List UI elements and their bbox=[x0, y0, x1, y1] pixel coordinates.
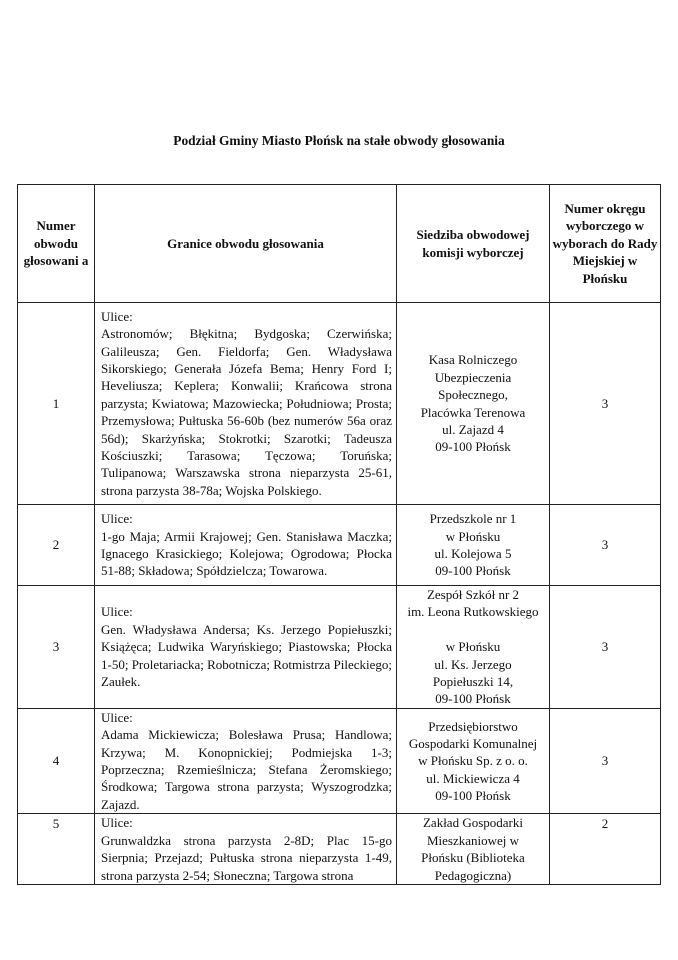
table-row bbox=[18, 586, 661, 709]
commission-seat: Przedszkole nr 1 w Płońsku ul. Kolejowa 5 09-100 Płońsk bbox=[397, 505, 550, 586]
table-row bbox=[18, 708, 661, 813]
streets-text: Adama Mickiewicza; Bolesława Prusa; Handlowa; Krzywa; M. Konopnickiej; Podmiejska 1-3; Poprzeczna; Rzemieślnicza; Stefana Żeromskiego; Środkowa; Targowa strona parzysta; Wyszogrodzka; Zajazd. bbox=[101, 727, 392, 812]
streets-label: Ulice: bbox=[101, 815, 133, 831]
header-district: Numer okręgu wyborczego w wyborach do Rady Miejskiej w Płońsku bbox=[550, 185, 661, 303]
streets-label: Ulice: bbox=[101, 308, 133, 324]
commission-seat: Przedsiębiorstwo Gospodarki Komunalnej w Płońsku Sp. z o. o. ul. Mickiewicza 4 09-100 Płońsk bbox=[397, 708, 550, 813]
streets-text: Grunwaldzka strona parzysta 2-8D; Plac 15-go Sierpnia; Przejazd; Pułtuska strona nieparzysta 1-49, strona parzysta 2-54; Słoneczna; Targowa strona bbox=[101, 832, 392, 883]
table-row bbox=[18, 814, 661, 885]
electoral-district: 3 bbox=[550, 505, 661, 586]
table-header-row bbox=[18, 185, 661, 303]
street-list bbox=[95, 303, 397, 505]
voting-districts-table bbox=[17, 184, 661, 885]
header-seat: Siedziba obwodowej komisji wyborczej bbox=[397, 185, 550, 303]
header-number: Numer obwodu głosowani a bbox=[18, 185, 95, 303]
streets-text: Astronomów; Błękitna; Bydgoska; Czerwińska; Galileusza; Gen. Fieldorfa; Gen. Władysława Sikorskiego; Generała Józefa Bema; Henry Ford I; Heveliusza; Keplera; Konwalii; Krańcowa strona parzysta; Kwiatowa; Mazowiecka; Południowa; Prosta; Przemysłowa; Pułtuska 56-60b (bez numerów 56a oraz 56d); Skarżyńska; Stokrotki; Szarotki; Tadeusza Kościuszki; Tarasowa; Tęczowa; Toruńska; Tulipanowa; Warszawska strona nieparzysta 25-61, strona parzysta 38-78a; Wojska Polskiego. bbox=[101, 326, 392, 498]
district-number: 3 bbox=[18, 586, 95, 709]
commission-seat: Zakład Gospodarki Mieszkaniowej w Płońsku (Biblioteka Pedagogiczna) bbox=[397, 814, 550, 885]
streets-label: Ulice: bbox=[101, 709, 133, 725]
district-number: 4 bbox=[18, 708, 95, 813]
commission-seat: Kasa Rolniczego Ubezpieczenia Społecznego, Placówka Terenowa ul. Zajazd 4 09-100 Płońsk bbox=[397, 303, 550, 505]
streets-label: Ulice: bbox=[101, 511, 133, 527]
streets-text: Gen. Władysława Andersa; Ks. Jerzego Popiełuszki; Książęca; Ludwika Waryńskiego; Piastowska; Płocka 1-50; Proletariacka; Robotnicza; Rotmistrza Pileckiego; Zaułek. bbox=[101, 621, 392, 690]
electoral-district: 3 bbox=[550, 708, 661, 813]
streets-text: 1-go Maja; Armii Krajowej; Gen. Stanisława Maczka; Ignacego Krasickiego; Kolejowa; Ogrodowa; Płocka 51-88; Składowa; Spółdzielcza; Towarowa. bbox=[101, 528, 392, 579]
document-title: Podział Gminy Miasto Płońsk na stałe obwody głosowania bbox=[173, 133, 505, 148]
header-boundaries: Granice obwodu głosowania bbox=[95, 185, 397, 303]
electoral-district: 3 bbox=[550, 303, 661, 505]
street-list bbox=[95, 586, 397, 709]
district-number: 1 bbox=[18, 303, 95, 505]
electoral-district: 2 bbox=[550, 814, 661, 885]
street-list bbox=[95, 505, 397, 586]
street-list bbox=[95, 814, 397, 885]
table-row bbox=[18, 303, 661, 505]
streets-label: Ulice: bbox=[101, 604, 133, 620]
district-number: 5 bbox=[18, 814, 95, 885]
electoral-district: 3 bbox=[550, 586, 661, 709]
street-list bbox=[95, 708, 397, 813]
table-row bbox=[18, 505, 661, 586]
commission-seat: Zespół Szkół nr 2 im. Leona Rutkowskiego w Płońsku ul. Ks. Jerzego Popiełuszki 14, 09-100 Płońsk bbox=[397, 586, 550, 709]
district-number: 2 bbox=[18, 505, 95, 586]
